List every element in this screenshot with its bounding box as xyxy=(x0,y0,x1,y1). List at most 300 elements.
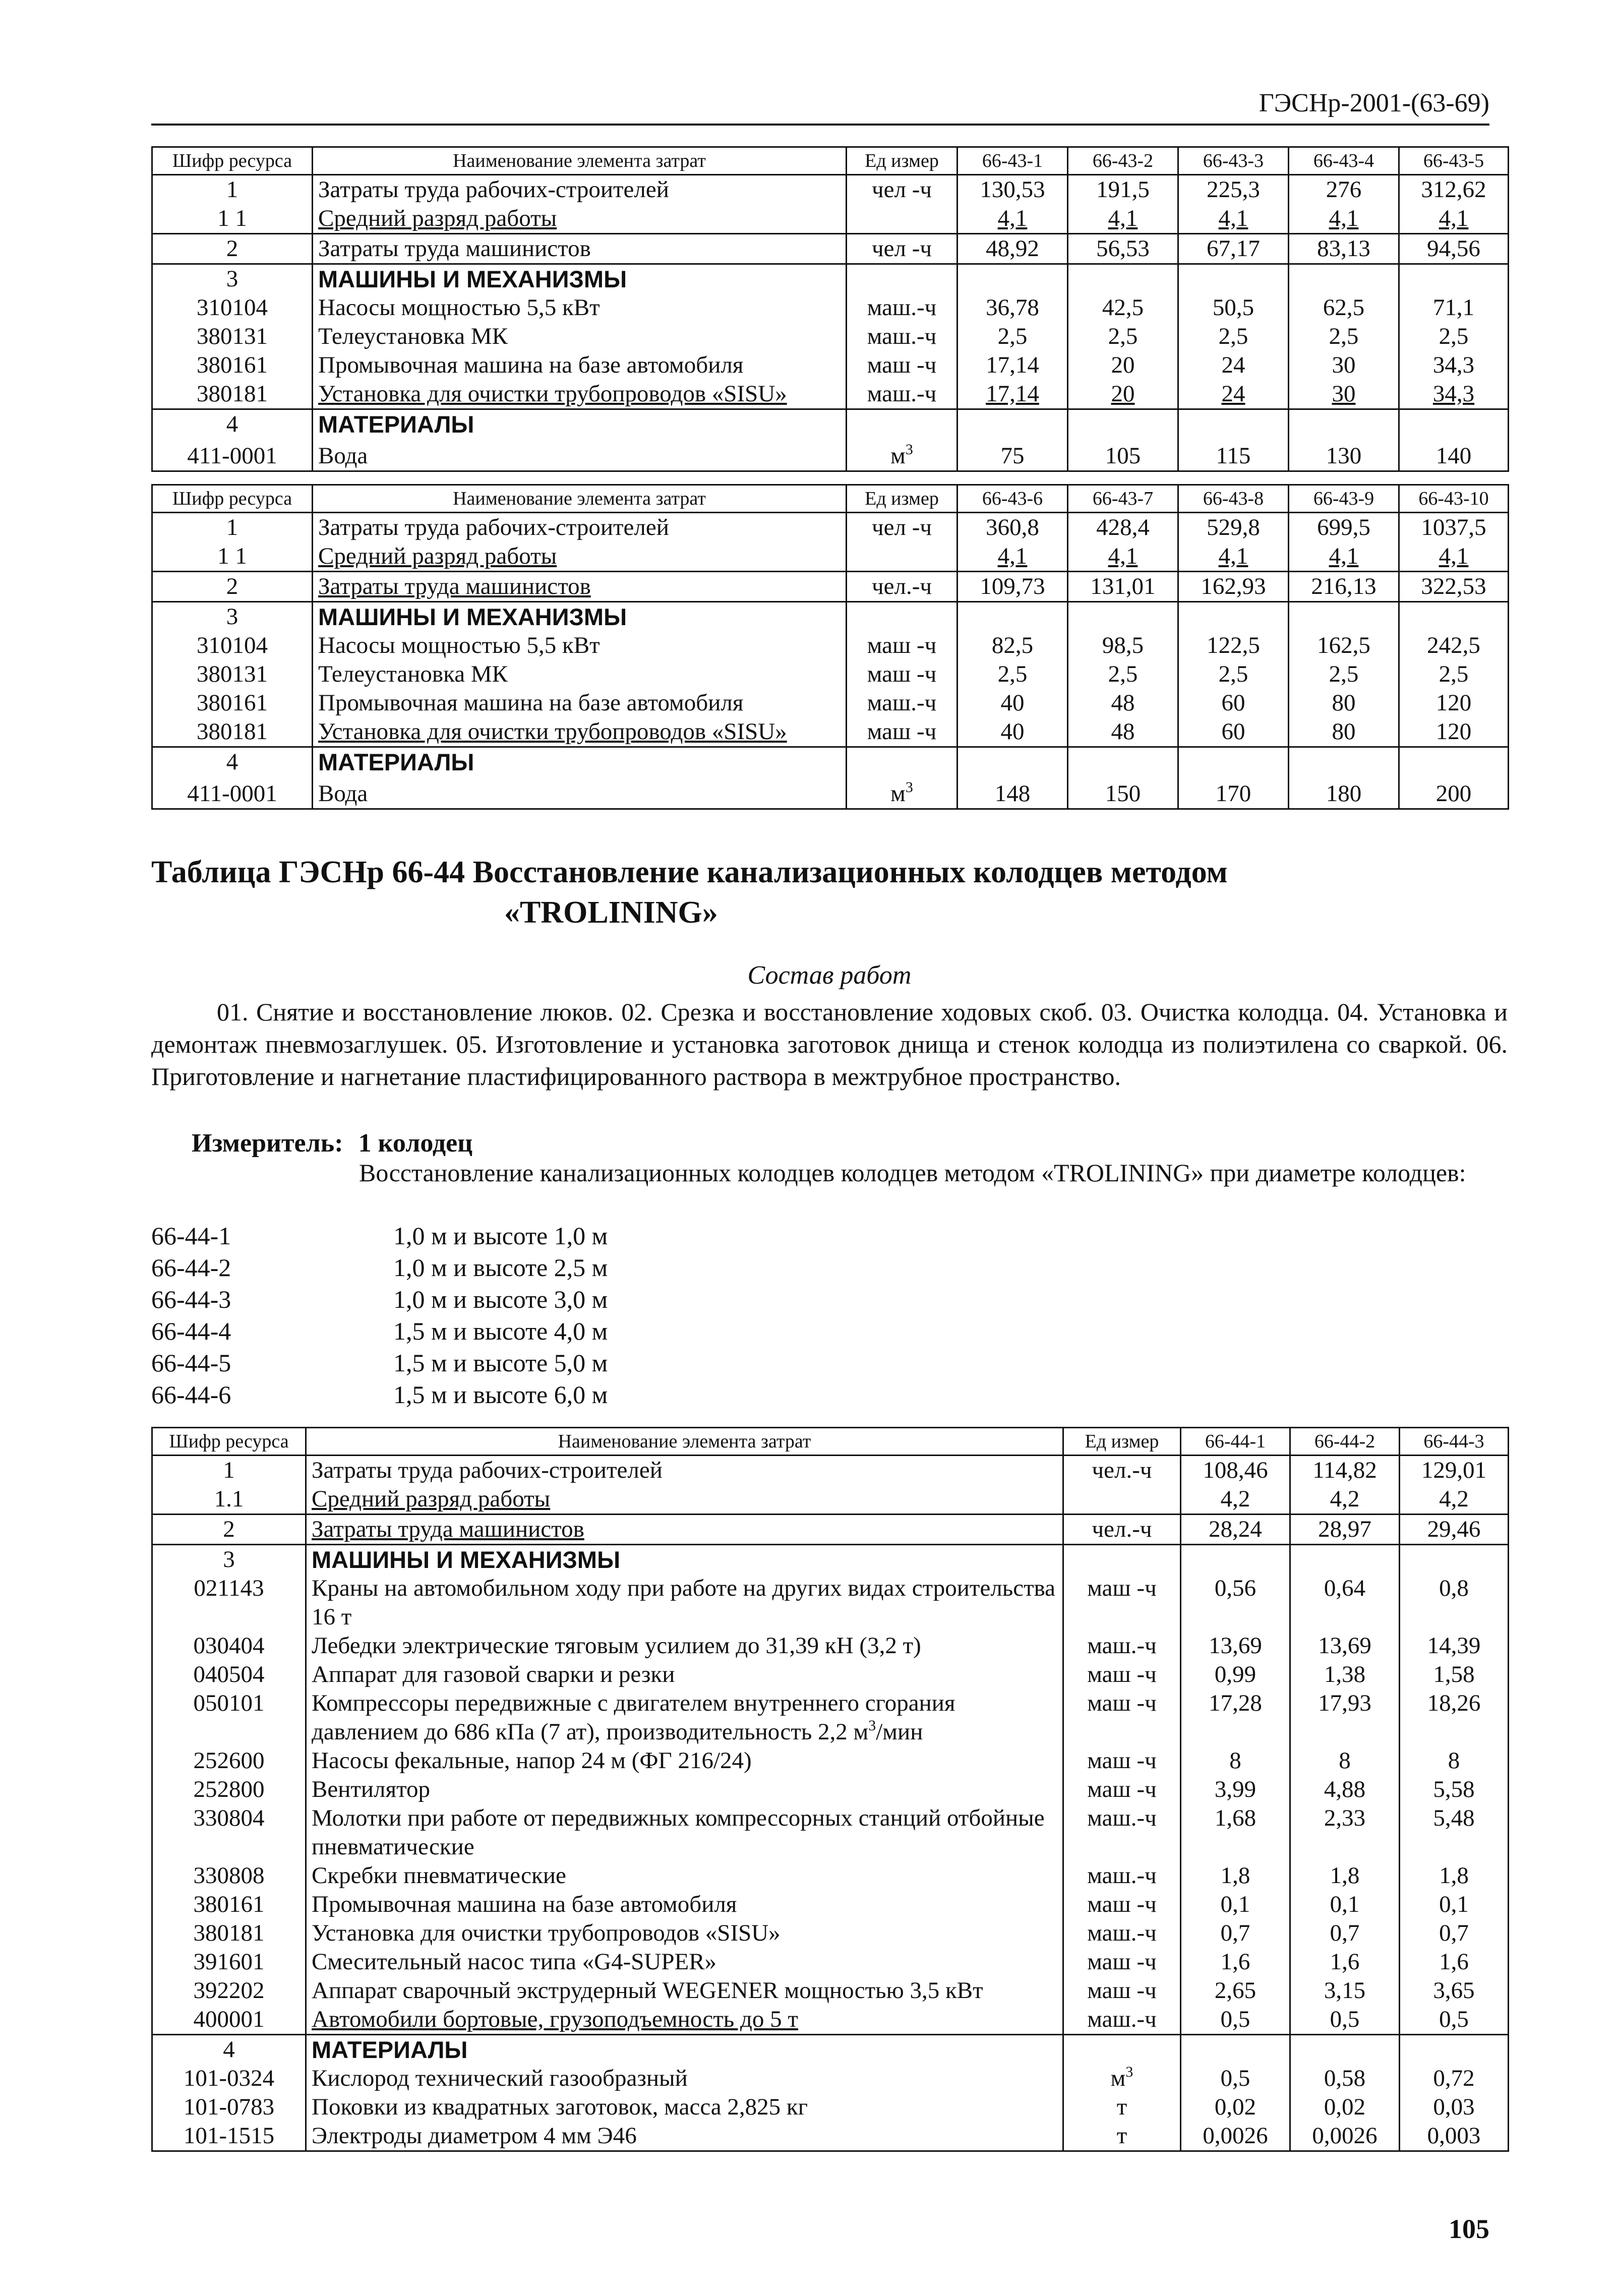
value-cell: 17,93 xyxy=(1290,1689,1400,1746)
value-cell: 0,1 xyxy=(1290,1890,1400,1919)
cost-item-name: Промывочная машина на базе автомобиля xyxy=(313,351,847,380)
resource-code: 411-0001 xyxy=(152,776,313,809)
value-cell: 48 xyxy=(1068,717,1178,747)
table-row xyxy=(152,631,1509,660)
variant-text: 1,0 м и высоте 1,0 м xyxy=(393,1222,608,1250)
value-cell: 360,8 xyxy=(957,513,1068,542)
resource-code: 1 xyxy=(152,513,313,542)
variant-text: 1,5 м и высоте 5,0 м xyxy=(393,1349,608,1377)
value-cell: 140 xyxy=(1399,439,1509,471)
value-cell: 276 xyxy=(1289,175,1399,205)
value-cell: 4,1 xyxy=(1178,542,1289,572)
section-heading: МАТЕРИАЛЫ xyxy=(306,2035,1063,2065)
cost-item-name: Установка для очистки трубопроводов «SISU» xyxy=(313,717,847,747)
resource-code: 3 xyxy=(152,602,313,632)
resource-code: 330808 xyxy=(152,1861,306,1890)
value-cell: 62,5 xyxy=(1289,293,1399,322)
section-heading: МАШИНЫ И МЕХАНИЗМЫ xyxy=(313,602,847,632)
value-cell: 242,5 xyxy=(1399,631,1509,660)
table-title-line1: Таблица ГЭСНр 66-44 Восстановление канализационных колодцев методом xyxy=(151,855,1228,889)
value-cell: 3,15 xyxy=(1290,1976,1400,2005)
value-cell: 0,0026 xyxy=(1181,2122,1290,2151)
value-cell: 34,3 xyxy=(1399,380,1509,409)
col-header: 66-43-7 xyxy=(1068,485,1178,513)
table-row xyxy=(152,1948,1509,1976)
section-row xyxy=(152,409,1509,439)
resource-code: 380181 xyxy=(152,717,313,747)
variant-text: 1,0 м и высоте 3,0 м xyxy=(393,1285,608,1313)
value-cell: 0,56 xyxy=(1181,1574,1290,1632)
value-cell: 130 xyxy=(1289,439,1399,471)
value-cell: 0,5 xyxy=(1290,2005,1400,2035)
col-header: 66-43-6 xyxy=(957,485,1068,513)
unit xyxy=(1063,1485,1181,1515)
value-cell: 20 xyxy=(1068,380,1178,409)
value-cell: 48,92 xyxy=(957,234,1068,264)
cost-item-name: Телеустановка МК xyxy=(313,322,847,351)
table-row xyxy=(152,1976,1509,2005)
resource-code: 101-0783 xyxy=(152,2093,306,2122)
unit: маш.-ч xyxy=(1063,1919,1181,1948)
section-row xyxy=(152,602,1509,632)
variant-text: 1,0 м и высоте 2,5 м xyxy=(393,1253,608,1282)
value-cell: 4,1 xyxy=(1068,542,1178,572)
value-cell: 94,56 xyxy=(1399,234,1509,264)
value-cell: 148 xyxy=(957,776,1068,809)
table-row xyxy=(152,2005,1509,2035)
cost-item-name: Лебедки электрические тяговым усилием до 31,39 кН (3,2 т) xyxy=(306,1632,1063,1660)
unit: маш -ч xyxy=(1063,1775,1181,1804)
table-header-row xyxy=(152,147,1509,175)
variant-code: 66-44-4 xyxy=(151,1317,231,1345)
resource-code: 040504 xyxy=(152,1660,306,1689)
value-cell: 71,1 xyxy=(1399,293,1509,322)
value-cell: 56,53 xyxy=(1068,234,1178,264)
unit: маш.-ч xyxy=(847,380,957,409)
value-cell: 4,1 xyxy=(957,542,1068,572)
cost-item-name: Затраты труда рабочих-строителей xyxy=(313,175,847,205)
table-row xyxy=(152,1456,1509,1485)
table-row xyxy=(152,1515,1509,1545)
value-cell: 98,5 xyxy=(1068,631,1178,660)
col-header: 66-43-10 xyxy=(1399,485,1509,513)
value-cell: 0,02 xyxy=(1290,2093,1400,2122)
value-cell: 3,99 xyxy=(1181,1775,1290,1804)
cost-item-name: Вентилятор xyxy=(306,1775,1063,1804)
unit: $м^3$ xyxy=(847,776,957,809)
table-row xyxy=(152,1919,1509,1948)
value-cell: 0,99 xyxy=(1181,1660,1290,1689)
value-cell: 14,39 xyxy=(1400,1632,1509,1660)
value-cell: 114,82 xyxy=(1290,1456,1400,1485)
value-cell: 24 xyxy=(1178,380,1289,409)
table-row xyxy=(152,1890,1509,1919)
col-header: Шифр ресурса xyxy=(152,485,313,513)
value-cell: 162,5 xyxy=(1289,631,1399,660)
table-row xyxy=(152,1632,1509,1660)
variant-text: 1,5 м и высоте 4,0 м xyxy=(393,1317,608,1345)
unit: чел -ч xyxy=(847,234,957,264)
value-cell: 120 xyxy=(1399,689,1509,717)
table-row xyxy=(152,2093,1509,2122)
value-cell: 2,5 xyxy=(1178,322,1289,351)
value-cell: 60 xyxy=(1178,717,1289,747)
resource-code: 380181 xyxy=(152,380,313,409)
value-cell: 322,53 xyxy=(1399,572,1509,602)
cost-item-name: Насосы фекальные, напор 24 м (ФГ 216/24) xyxy=(306,1746,1063,1775)
table-header-row xyxy=(152,485,1509,513)
col-header: Шифр ресурса xyxy=(152,1428,306,1456)
value-cell: 115 xyxy=(1178,439,1289,471)
unit xyxy=(847,542,957,572)
value-cell: 83,13 xyxy=(1289,234,1399,264)
resource-code: 380131 xyxy=(152,322,313,351)
value-cell: 4,1 xyxy=(1178,204,1289,234)
value-cell: 13,69 xyxy=(1290,1632,1400,1660)
cost-item-name: Краны на автомобильном ходу при работе на других видах строительства 16 т xyxy=(306,1574,1063,1632)
value-cell: 1,68 xyxy=(1181,1804,1290,1861)
resource-code: 2 xyxy=(152,234,313,264)
unit: маш.-ч xyxy=(1063,1861,1181,1890)
table-row xyxy=(152,513,1509,542)
variant-code: 66-44-2 xyxy=(151,1253,231,1282)
resource-code: 4 xyxy=(152,747,313,777)
value-cell: 28,97 xyxy=(1290,1515,1400,1545)
cost-item-name: Телеустановка МК xyxy=(313,660,847,689)
table-row xyxy=(152,689,1509,717)
resource-code: 050101 xyxy=(152,1689,306,1746)
resource-code: 1 1 xyxy=(152,204,313,234)
table-row xyxy=(152,439,1509,471)
table-row xyxy=(152,1574,1509,1632)
col-header: Наименование элемента затрат xyxy=(306,1428,1063,1456)
cost-item-name: Затраты труда рабочих-строителей xyxy=(306,1456,1063,1485)
table-row xyxy=(152,776,1509,809)
table-row xyxy=(152,1660,1509,1689)
resource-code: 330804 xyxy=(152,1804,306,1861)
value-cell: 2,5 xyxy=(1068,322,1178,351)
table-row xyxy=(152,380,1509,409)
cost-item-name: Затраты труда машинистов xyxy=(313,234,847,264)
list-item xyxy=(151,1379,608,1411)
value-cell: 30 xyxy=(1289,351,1399,380)
table-row xyxy=(152,1746,1509,1775)
table-row xyxy=(152,293,1509,322)
cost-item-name: Установка для очистки трубопроводов «SISU» xyxy=(313,380,847,409)
table-row xyxy=(152,1485,1509,1515)
unit: маш -ч xyxy=(1063,1948,1181,1976)
variant-code: 66-44-1 xyxy=(151,1222,231,1250)
value-cell: 529,8 xyxy=(1178,513,1289,542)
section-row xyxy=(152,2035,1509,2065)
table-row xyxy=(152,351,1509,380)
unit: маш.-ч xyxy=(847,322,957,351)
value-cell: 4,2 xyxy=(1181,1485,1290,1515)
variant-text: 1,5 м и высоте 6,0 м xyxy=(393,1380,608,1409)
unit: маш -ч xyxy=(847,631,957,660)
resource-code: 252800 xyxy=(152,1775,306,1804)
value-cell: 20 xyxy=(1068,351,1178,380)
variant-code: 66-44-6 xyxy=(151,1380,231,1409)
value-cell: 2,33 xyxy=(1290,1804,1400,1861)
unit: чел.-ч xyxy=(1063,1515,1181,1545)
value-cell: 75 xyxy=(957,439,1068,471)
page-number: 105 xyxy=(1449,2214,1489,2244)
cost-item-name: Средний разряд работы xyxy=(313,204,847,234)
value-cell: 1,58 xyxy=(1400,1660,1509,1689)
resource-code: 101-0324 xyxy=(152,2064,306,2093)
table-row xyxy=(152,2064,1509,2093)
value-cell: 170 xyxy=(1178,776,1289,809)
resource-code: 1 xyxy=(152,175,313,205)
resource-code: 310104 xyxy=(152,293,313,322)
cost-item-name: Затраты труда машинистов xyxy=(313,572,847,602)
value-cell: 40 xyxy=(957,717,1068,747)
value-cell: 82,5 xyxy=(957,631,1068,660)
table-row xyxy=(152,1689,1509,1746)
value-cell: 8 xyxy=(1290,1746,1400,1775)
value-cell: 0,02 xyxy=(1181,2093,1290,2122)
resource-code: 392202 xyxy=(152,1976,306,2005)
table-row xyxy=(152,717,1509,747)
cost-item-name: Скребки пневматические xyxy=(306,1861,1063,1890)
col-header: Наименование элемента затрат xyxy=(313,485,847,513)
resource-code: 1 1 xyxy=(152,542,313,572)
unit: маш -ч xyxy=(1063,1890,1181,1919)
value-cell: 216,13 xyxy=(1289,572,1399,602)
list-item xyxy=(151,1284,608,1315)
unit: маш.-ч xyxy=(847,689,957,717)
unit: маш -ч xyxy=(1063,1746,1181,1775)
list-item xyxy=(151,1347,608,1379)
value-cell: 28,24 xyxy=(1181,1515,1290,1545)
value-cell: 0,7 xyxy=(1290,1919,1400,1948)
unit: маш -ч xyxy=(1063,1689,1181,1746)
value-cell: 180 xyxy=(1289,776,1399,809)
unit: маш.-ч xyxy=(1063,2005,1181,2035)
value-cell: 1,38 xyxy=(1290,1660,1400,1689)
value-cell: 0,7 xyxy=(1400,1919,1509,1948)
unit: маш -ч xyxy=(847,717,957,747)
cost-item-name: Насосы мощностью 5,5 кВт xyxy=(313,293,847,322)
cost-item-name: Затраты труда рабочих-строителей xyxy=(313,513,847,542)
col-header: 66-43-4 xyxy=(1289,147,1399,175)
resource-code: 380161 xyxy=(152,351,313,380)
table-row xyxy=(152,2122,1509,2151)
cost-item-name: Средний разряд работы xyxy=(313,542,847,572)
cost-item-name: Электроды диаметром 4 мм Э46 xyxy=(306,2122,1063,2151)
cost-item-name: Автомобили бортовые, грузоподъемность до 5 т xyxy=(306,2005,1063,2035)
unit: маш.-ч xyxy=(1063,1632,1181,1660)
variant-code: 66-44-5 xyxy=(151,1349,231,1377)
col-header: 66-44-3 xyxy=(1400,1428,1509,1456)
value-cell: 225,3 xyxy=(1178,175,1289,205)
value-cell: 50,5 xyxy=(1178,293,1289,322)
value-cell: 67,17 xyxy=(1178,234,1289,264)
value-cell: 1,8 xyxy=(1400,1861,1509,1890)
value-cell: 4,1 xyxy=(1289,204,1399,234)
value-cell: 40 xyxy=(957,689,1068,717)
value-cell: 129,01 xyxy=(1400,1456,1509,1485)
section-heading: МАТЕРИАЛЫ xyxy=(313,409,847,439)
value-cell: 13,69 xyxy=(1181,1632,1290,1660)
col-header: 66-43-3 xyxy=(1178,147,1289,175)
unit: маш -ч xyxy=(1063,1574,1181,1632)
header-rule xyxy=(151,124,1489,126)
value-cell: 130,53 xyxy=(957,175,1068,205)
value-cell: 34,3 xyxy=(1399,351,1509,380)
resource-code: 030404 xyxy=(152,1632,306,1660)
value-cell: 150 xyxy=(1068,776,1178,809)
unit: маш.-ч xyxy=(1063,1804,1181,1861)
value-cell: 108,46 xyxy=(1181,1456,1290,1485)
cost-item-name: Промывочная машина на базе автомобиля xyxy=(313,689,847,717)
unit: $м^3$ xyxy=(847,439,957,471)
value-cell: 105 xyxy=(1068,439,1178,471)
value-cell: 4,2 xyxy=(1400,1485,1509,1515)
value-cell: 0,58 xyxy=(1290,2064,1400,2093)
value-cell: 80 xyxy=(1289,689,1399,717)
table-row xyxy=(152,660,1509,689)
composition-heading: Состав работ xyxy=(747,961,912,990)
cost-item-name: Установка для очистки трубопроводов «SISU» xyxy=(306,1919,1063,1948)
table-row xyxy=(152,1775,1509,1804)
resource-code: 4 xyxy=(152,2035,306,2065)
value-cell: 24 xyxy=(1178,351,1289,380)
value-cell: 0,1 xyxy=(1181,1890,1290,1919)
value-cell: 17,14 xyxy=(957,380,1068,409)
value-cell: 2,5 xyxy=(1399,322,1509,351)
composition-text: 01. Снятие и восстановление люков. 02. Срезка и восстановление ходовых скоб. 03. Очистка колодца. 04. Установка и демонтаж пневмозаглушек. 05. Изготовление и установка заготовок днища и стенок колодца из полиэтилена со сваркой. 06. Приготовление и нагнетание пластифицированного раствора в межтрубное пространство. xyxy=(151,998,1508,1091)
value-cell: 0,64 xyxy=(1290,1574,1400,1632)
cost-item-name: Затраты труда машинистов xyxy=(306,1515,1063,1545)
cost-item-name: Молотки при работе от передвижных компрессорных станций отбойные пневматические xyxy=(306,1804,1063,1861)
value-cell: 2,5 xyxy=(957,322,1068,351)
value-cell: 4,1 xyxy=(1399,542,1509,572)
value-cell: 0,03 xyxy=(1400,2093,1509,2122)
unit: т xyxy=(1063,2122,1181,2151)
value-cell: 18,26 xyxy=(1400,1689,1509,1746)
value-cell: 17,28 xyxy=(1181,1689,1290,1746)
cost-item-name: Аппарат для газовой сварки и резки xyxy=(306,1660,1063,1689)
section-row xyxy=(152,1545,1509,1575)
value-cell: 0,72 xyxy=(1400,2064,1509,2093)
col-header: 66-43-8 xyxy=(1178,485,1289,513)
unit: маш -ч xyxy=(847,351,957,380)
unit: чел -ч xyxy=(847,175,957,205)
section-row xyxy=(152,264,1509,294)
value-cell: 80 xyxy=(1289,717,1399,747)
value-cell: 312,62 xyxy=(1399,175,1509,205)
col-header: Наименование элемента затрат xyxy=(313,147,847,175)
variant-list xyxy=(151,1220,608,1411)
value-cell: 200 xyxy=(1399,776,1509,809)
cost-item-name: Поковки из квадратных заготовок, масса 2,825 кг xyxy=(306,2093,1063,2122)
unit: маш -ч xyxy=(1063,1660,1181,1689)
value-cell: 8 xyxy=(1400,1746,1509,1775)
value-cell: 699,5 xyxy=(1289,513,1399,542)
resource-table-66-44 xyxy=(151,1427,1509,2152)
unit: т xyxy=(1063,2093,1181,2122)
measure-value: 1 колодец xyxy=(358,1129,473,1158)
resource-code: 411-0001 xyxy=(152,439,313,471)
value-cell: 48 xyxy=(1068,689,1178,717)
value-cell: 2,5 xyxy=(1068,660,1178,689)
col-header: 66-43-2 xyxy=(1068,147,1178,175)
resource-code: 021143 xyxy=(152,1574,306,1632)
resource-code: 2 xyxy=(152,1515,306,1545)
resource-table-66-43-6-10 xyxy=(151,484,1509,810)
resource-code: 400001 xyxy=(152,2005,306,2035)
unit: чел.-ч xyxy=(847,572,957,602)
table-title-line2: «TROLINING» xyxy=(504,895,718,930)
col-header: 66-43-5 xyxy=(1399,147,1509,175)
value-cell: 1,6 xyxy=(1290,1948,1400,1976)
value-cell: 2,5 xyxy=(1289,322,1399,351)
value-cell: 0,0026 xyxy=(1290,2122,1400,2151)
value-cell: 0,003 xyxy=(1400,2122,1509,2151)
col-header: Шифр ресурса xyxy=(152,147,313,175)
document-code: ГЭСНр-2001-(63-69) xyxy=(1259,89,1489,117)
value-cell: 0,5 xyxy=(1400,2005,1509,2035)
value-cell: 5,48 xyxy=(1400,1804,1509,1861)
table-row xyxy=(152,204,1509,234)
value-cell: 60 xyxy=(1178,689,1289,717)
resource-code: 380161 xyxy=(152,689,313,717)
value-cell: 30 xyxy=(1289,380,1399,409)
cost-item-name: Вода xyxy=(313,776,847,809)
resource-code: 380131 xyxy=(152,660,313,689)
table-row xyxy=(152,1804,1509,1861)
cost-item-name: Аппарат сварочный экструдерный WEGENER мощностью 3,5 кВт xyxy=(306,1976,1063,2005)
measure-label: Измеритель: xyxy=(192,1129,343,1158)
table-title xyxy=(151,852,1487,933)
col-header: 66-43-9 xyxy=(1289,485,1399,513)
resource-code: 391601 xyxy=(152,1948,306,1976)
value-cell: 2,65 xyxy=(1181,1976,1290,2005)
col-header: Ед измер xyxy=(847,485,957,513)
value-cell: 36,78 xyxy=(957,293,1068,322)
resource-code: 4 xyxy=(152,409,313,439)
value-cell: 1,8 xyxy=(1181,1861,1290,1890)
unit: чел -ч xyxy=(847,513,957,542)
unit: чел.-ч xyxy=(1063,1456,1181,1485)
resource-code: 3 xyxy=(152,264,313,294)
resource-code: 3 xyxy=(152,1545,306,1575)
cost-item-name: Средний разряд работы xyxy=(306,1485,1063,1515)
resource-code: 101-1515 xyxy=(152,2122,306,2151)
value-cell: 0,5 xyxy=(1181,2064,1290,2093)
value-cell: 2,5 xyxy=(1399,660,1509,689)
section-heading: МАШИНЫ И МЕХАНИЗМЫ xyxy=(306,1545,1063,1575)
value-cell: 1037,5 xyxy=(1399,513,1509,542)
unit: $м^3$ xyxy=(1063,2064,1181,2093)
value-cell: 0,5 xyxy=(1181,2005,1290,2035)
value-cell: 0,8 xyxy=(1400,1574,1509,1632)
cost-item-name: Насосы мощностью 5,5 кВт xyxy=(313,631,847,660)
table-row xyxy=(152,175,1509,205)
unit: маш.-ч xyxy=(847,293,957,322)
section-heading: МАТЕРИАЛЫ xyxy=(313,747,847,777)
value-cell: 2,5 xyxy=(1178,660,1289,689)
value-cell: 29,46 xyxy=(1400,1515,1509,1545)
value-cell: 191,5 xyxy=(1068,175,1178,205)
value-cell: 428,4 xyxy=(1068,513,1178,542)
section-heading: МАШИНЫ И МЕХАНИЗМЫ xyxy=(313,264,847,294)
unit: маш -ч xyxy=(847,660,957,689)
cost-item-name: Смесительный насос типа «G4-SUPER» xyxy=(306,1948,1063,1976)
table-header-row xyxy=(152,1428,1509,1456)
